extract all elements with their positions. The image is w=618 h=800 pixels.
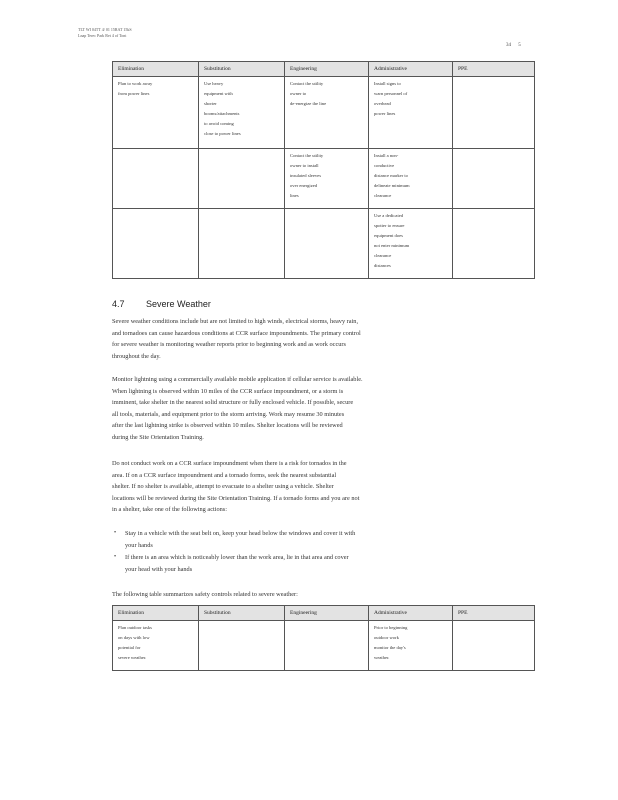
- table-cell: [199, 621, 285, 671]
- table-cell: [453, 209, 535, 279]
- table-row: [113, 621, 535, 671]
- power-lines-controls-table: [112, 61, 535, 279]
- col-header-administrative: Administrative: [369, 606, 453, 621]
- table-cell: Contact the utility owner to de-energize the line: [285, 77, 369, 149]
- list-item: • If there is an area which is noticeably lower than the work area, lie in that area and cover your head with your hands: [114, 554, 349, 573]
- table-cell: Install signs to warn personnel of overhead power lines: [369, 77, 453, 149]
- table-cell: [113, 149, 199, 209]
- table-cell: [285, 621, 369, 671]
- tornado-actions-list: [112, 528, 355, 576]
- paragraph-intro: Severe weather conditions include but are not limited to high winds, electrical storms, heavy rain, and tornadoes can cause hazardous conditions at CCR surface impoundments. The primary control for severe weather is monitoring weather reports prior to beginning work and as work occurs throughout the day.: [112, 318, 361, 360]
- header-line: Lnap Terec Park Ret 4 of Tont: [78, 33, 127, 38]
- table-cell: [199, 209, 285, 279]
- table-cell: [453, 77, 535, 149]
- document-header: [78, 27, 132, 39]
- col-header-ppe: PPE: [453, 62, 535, 77]
- section-title: Severe Weather: [146, 299, 211, 309]
- table-cell: [113, 209, 199, 279]
- col-header-elimination: Elimination: [113, 606, 199, 621]
- col-header-administrative: Administrative: [369, 62, 453, 77]
- table-cell: Use a dedicated spotter to ensure equipment does not enter minimum clearance distances: [369, 209, 453, 279]
- bullet-icon: •: [114, 554, 117, 560]
- page-number: 34 5: [506, 43, 521, 48]
- table-cell: Prior to beginning outdoor work monitor the day's weather.: [369, 621, 453, 671]
- table-cell: Contact the utility owner to install insulated sleeves over energized lines: [285, 149, 369, 209]
- col-header-substitution: Substitution: [199, 62, 285, 77]
- table-cell: Plan to work away from power lines: [113, 77, 199, 149]
- table-cell: [453, 149, 535, 209]
- table-cell: [199, 149, 285, 209]
- table-cell: Install a non- conductive distance marker to delineate minimum clearance: [369, 149, 453, 209]
- paragraph-tornado: Do not conduct work on a CCR surface impoundment when there is a risk for tornados in the area. If on a CCR surface impoundment and a tornado forms, seek the nearest substantial shelter. If no shelter is available, attempt to evacuate to a shelter using a vehicle. Shelter locations will be reviewed during the Site Orientation Training. If a tornado forms and you are not in a shelter, take one of the following actions:: [112, 460, 360, 513]
- paragraph-table-intro: The following table summarizes safety controls related to severe weather:: [112, 591, 298, 598]
- table-header-row: [113, 62, 535, 77]
- table-cell: [285, 209, 369, 279]
- col-header-engineering: Engineering: [285, 62, 369, 77]
- table-row: [113, 77, 535, 149]
- section-heading: [112, 299, 211, 309]
- header-line: TLT WI 04TT 4/ 01 15RAT 15kS: [78, 27, 132, 32]
- table-cell: Use heavy equipment with shorter booms/attachments to avoid coming close to power lines: [199, 77, 285, 149]
- list-item: • Stay in a vehicle with the seat belt on, keep your head below the windows and cover it with your hands: [114, 530, 356, 549]
- col-header-elimination: Elimination: [113, 62, 199, 77]
- col-header-ppe: PPE: [453, 606, 535, 621]
- paragraph-lightning: Monitor lightning using a commercially available mobile application if cellular service is available. When lightning is observed within 10 miles of the CCR surface impoundment, or a storm is imminent, take shelter in the nearest solid structure or fully enclosed vehicle. If possible, secure all tools, materials, and equipment prior to the storm arriving. Work may resume 30 minutes after the last lightning strike is observed within 10 miles. Shelter locations will be reviewed during the Site Orientation Training.: [112, 376, 363, 441]
- section-number: 4.7: [112, 299, 125, 309]
- table-cell: [453, 621, 535, 671]
- bullet-icon: •: [114, 530, 117, 536]
- table-cell: Plan outdoor tasks on days with low potential for severe weather.: [113, 621, 199, 671]
- col-header-engineering: Engineering: [285, 606, 369, 621]
- table-header-row: [113, 606, 535, 621]
- table-row: [113, 149, 535, 209]
- table-row: [113, 209, 535, 279]
- col-header-substitution: Substitution: [199, 606, 285, 621]
- severe-weather-controls-table: [112, 605, 535, 671]
